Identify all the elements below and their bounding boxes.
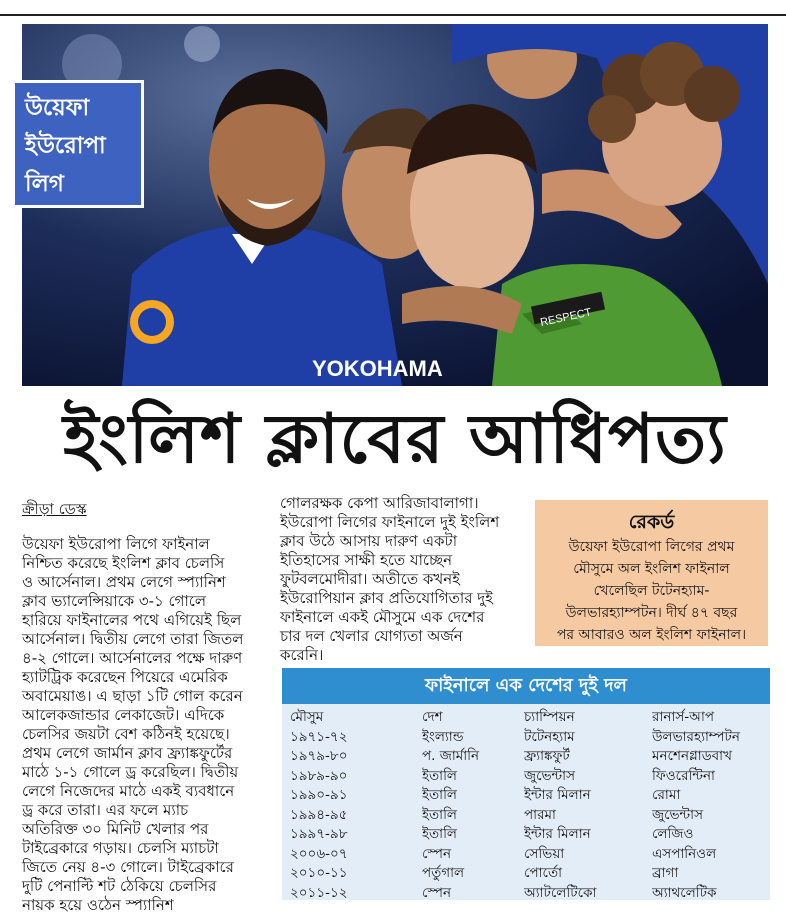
column-line: করেনি। <box>280 646 324 664</box>
table-cell: সেভিয়া <box>524 845 565 862</box>
table-cell: ইন্টার মিলান <box>524 787 591 803</box>
table-cell: জুভেন্টাস <box>524 767 576 784</box>
kicker-line: উয়েফা <box>25 95 90 121</box>
column-line: ফুটবলমোদীরা। অতীতে কখনই <box>280 570 460 588</box>
table-cell: ইতালি <box>422 767 457 784</box>
table-cell: প. জার্মানি <box>422 748 480 764</box>
column-line: আলেকজান্ডার লেকাজেট। এদিকে <box>22 706 225 724</box>
column-line: চার দল খেলার যোগ্যতা অর্জন <box>280 627 463 645</box>
table-cell: উলভারহ্যাম্পটন <box>652 728 740 745</box>
column-line: টাইব্রেকারে গড়ায়। চেলসি ম্যাচটা <box>22 839 219 857</box>
sponsor-text: YOKOHAMA <box>312 356 443 381</box>
column-line: ক্লাব উঠে আসায় দারুণ একটা <box>280 532 458 550</box>
byline: ক্রীড়া ডেস্ক <box>22 500 87 518</box>
table-cell: ২০১০-১১ <box>290 865 348 881</box>
column-line: নিশ্চিত করেছে ইংলিশ ক্লাব চেলসি <box>22 554 225 572</box>
table-cell: পারমা <box>524 806 556 823</box>
column-line: অতিরিক্ত ৩০ মিনিট খেলার পর <box>22 820 209 838</box>
table-header: চ্যাম্পিয়ন <box>524 709 575 725</box>
table-cell: ১৯৮৯-৯০ <box>290 767 348 784</box>
article-column-2 <box>280 494 520 665</box>
table-cell: ১৯৭৯-৮০ <box>290 748 348 764</box>
column-line: মাঠে ১-১ গোলে ড্র করেছিল। দ্বিতীয় <box>22 763 239 781</box>
top-rule <box>0 0 786 16</box>
column-line: ও আর্সেনাল। প্রথম লেগে স্প্যানিশ <box>22 573 226 591</box>
table-cell: ব্রাগা <box>652 865 679 881</box>
table-grid <box>282 704 770 903</box>
record-line: মৌসুমে অল ইংলিশ ফাইনাল <box>573 561 730 577</box>
column-line: ইতিহাসের সাক্ষী হতে যাচ্ছেন <box>280 551 453 569</box>
column-line: আর্সেনাল। দ্বিতীয় লেগে তারা জিতল <box>22 630 244 648</box>
table-cell: জুভেন্টাস <box>652 806 704 823</box>
record-line: উয়েফা ইউরোপা লিগের প্রথম <box>568 539 735 555</box>
kicker-line: ইউরোপা <box>25 133 106 159</box>
column-line: হারিয়ে ফাইনালের পথে এগিয়েই ছিল <box>22 611 242 629</box>
table-cell: মনশেনগ্লাডবাখ <box>652 748 732 764</box>
table-cell: স্পেন <box>422 884 452 901</box>
table-cell: ১৯৯০-৯১ <box>290 787 348 803</box>
section-kicker <box>12 80 144 208</box>
column-line: দুটি পেনাল্টি শট ঠেকিয়ে চেলসির <box>22 877 217 895</box>
table-header: রানার্স-আপ <box>652 709 715 725</box>
column-line: ইউরোপা লিগের ফাইনালে দুই ইংলিশ <box>280 513 500 531</box>
record-title: রেকর্ড <box>628 511 675 533</box>
column-line: নায়ক হয়ে ওঠেন স্প্যানিশ <box>22 896 174 914</box>
table-cell: ফিওরেন্টিনা <box>652 767 715 784</box>
table-cell: রোমা <box>652 787 681 803</box>
record-box <box>535 500 768 646</box>
column-line: ড্র করে তারা। এর ফলে ম্যাচ <box>22 801 189 819</box>
table-cell: ইতালি <box>422 787 457 803</box>
table-cell: ইন্টার মিলান <box>524 826 591 842</box>
record-line: খেলেছিল টটেনহ্যাম- <box>593 583 710 599</box>
table-cell: পর্তুগাল <box>422 865 465 881</box>
table-cell: ইতালি <box>422 826 457 842</box>
kicker-line: লিগ <box>25 171 64 197</box>
table-cell: পোর্তো <box>524 865 563 881</box>
column-line: প্রথম লেগে জার্মান ক্লাব ফ্র্যাঙ্কফুর্টের <box>22 744 233 762</box>
article-column-1 <box>22 500 262 915</box>
table-cell: ইংল্যান্ড <box>422 728 464 745</box>
table-cell: ইতালি <box>422 806 457 823</box>
table-cell: লেজিও <box>652 826 694 842</box>
table-header: দেশ <box>422 709 443 725</box>
table-cell: ১৯৯৪-৯৫ <box>290 806 348 823</box>
table-cell: ১৯৭১-৭২ <box>290 728 348 745</box>
table-cell: ২০০৬-০৭ <box>290 845 348 862</box>
column-line: অবামেয়াঙ। এ ছাড়া ১টি গোল করেন <box>22 687 243 705</box>
table-cell: স্পেন <box>422 845 452 862</box>
finals-table <box>282 668 770 900</box>
column-line: লেগে নিজেদের মাঠে একই ব্যবধানে <box>22 782 235 800</box>
column-line: হ্যাটট্রিক করেছেন পিয়েরে এমেরিক <box>22 668 228 686</box>
table-cell: ১৯৯৭-৯৮ <box>290 826 348 842</box>
table-cell: ফ্র্যাঙ্কফুর্ট <box>524 748 570 764</box>
column-line: ইউরোপিয়ান ক্লাব প্রতিযোগিতার দুই <box>280 589 493 607</box>
column-line: উয়েফা ইউরোপা লিগে ফাইনাল <box>22 535 210 553</box>
record-line: উলভারহ্যাম্পটন। দীর্ঘ ৪৭ বছর <box>565 605 738 621</box>
table-title: ফাইনালে এক দেশের দুই দল <box>282 668 770 704</box>
table-cell: অ্যাটলেটিকো <box>524 884 597 901</box>
record-line: পর আবারও অল ইংলিশ ফাইনাল। <box>556 627 747 643</box>
column-line: ৪-২ গোলে। আর্সেনালের পক্ষে দারুণ <box>22 649 243 667</box>
column-line: গোলরক্ষক কেপা আরিজাবালাগা। <box>280 494 479 512</box>
table-header: মৌসুম <box>290 709 324 725</box>
headline: ইংলিশ ক্লাবের আধিপত্য <box>63 400 727 479</box>
badge-text: RESPECT <box>539 306 593 329</box>
column-line: জিতে নেয় ৪-৩ গোলে। টাইব্রেকারে <box>22 858 234 876</box>
table-cell: টটেনহ্যাম <box>524 728 575 745</box>
table-cell: এসপানিওল <box>652 845 717 862</box>
column-line: ক্লাব ভ্যালেন্সিয়াকে ৩-১ গোলে <box>22 592 206 610</box>
table-cell: অ্যাথলেটিক <box>652 884 717 901</box>
table-cell: ২০১১-১২ <box>290 884 348 901</box>
column-line: চেলসির জয়টা বেশ কঠিনই হয়েছে। <box>22 725 230 743</box>
column-line: ফাইনালে একই মৌসুমে এক দেশের <box>280 608 485 626</box>
